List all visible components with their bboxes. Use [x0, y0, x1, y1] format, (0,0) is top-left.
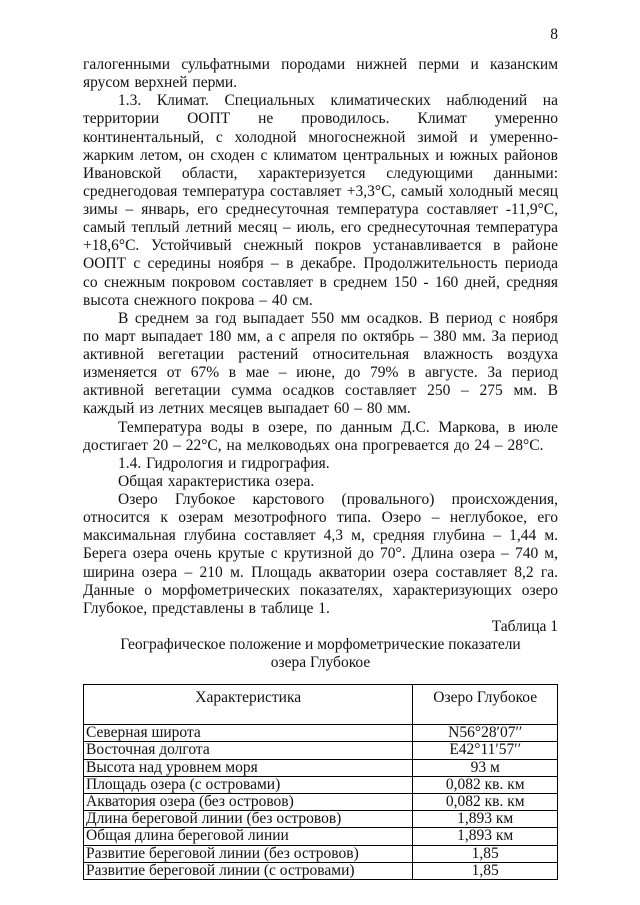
table-cell-value: 1,893 км [413, 828, 558, 845]
table-title-line-1: Географическое положение и морфометрические показатели [120, 636, 521, 653]
table-row [84, 862, 558, 879]
table-row [84, 759, 558, 776]
table-cell-value: 0,082 кв. км [413, 776, 558, 793]
table-cell-label: Длина береговой линии (без островов) [84, 811, 413, 828]
paragraph-water-temperature: Температура воды в озере, по данным Д.С. Маркова, в июле достигает 20 – 22°С, на мелководьях она прогревается до 24 – 28°С. [83, 418, 558, 454]
table-cell-label: Развитие береговой линии (без островов) [84, 845, 413, 862]
table-cell-label: Площадь озера (с островами) [84, 776, 413, 793]
table-cell-label: Развитие береговой линии (с островами) [84, 862, 413, 879]
table-row [84, 811, 558, 828]
table-cell-value: 1,85 [413, 862, 558, 879]
page-number: 8 [550, 26, 558, 43]
paragraph-precipitation: В среднем за год выпадает 550 мм осадков. В период с ноября по март выпадает 180 мм, а с апреля по октябрь – 380 мм. За период активной вегетации растений относительная влажность воздуха изменяется от 67% в мае – июне, до 79% в августе. За период активной вегетации сумма осадков составляет 250 – 275 мм. В каждый из летних месяцев выпадает 60 – 80 мм. [83, 309, 558, 418]
table-header-row [84, 685, 558, 725]
paragraph-geology-continuation: галогенными сульфатными породами нижней перми и казанским ярусом верхней перми. [83, 56, 558, 92]
table-cell-label: Акватория озера (без островов) [84, 794, 413, 811]
table-cell-value: 1,893 км [413, 811, 558, 828]
table-header-lake: Озеро Глубокое [413, 685, 558, 725]
table-cell-value: 93 м [413, 759, 558, 776]
table-cell-label: Восточная долгота [84, 742, 413, 759]
heading-lake-characteristics: Общая характеристика озера. [118, 472, 315, 490]
table-cell-label: Общая длина береговой линии [84, 828, 413, 845]
table-cell-value: 0,082 кв. км [413, 794, 558, 811]
table-row [84, 725, 558, 742]
morphometry-table [83, 684, 558, 880]
table-row [84, 828, 558, 845]
table-cell-label: Высота над уровнем моря [84, 759, 413, 776]
heading-section-1-4-hydrology: 1.4. Гидрология и гидрография. [118, 454, 330, 472]
table-row [84, 776, 558, 793]
paragraph-section-1-3-climate: 1.3. Климат. Специальных климатических наблюдений на территории ООПТ не проводилось. Климат умеренно континентальный, с холодной многоснежной зимой и умеренно-жарким летом, он сходен с климатом центральных и южных районов Ивановской области, характеризуется следующими данными: среднегодовая температура составляет +3,3°С, самый холодный месяц зимы – январь, его среднесуточная температура составляет -11,9°С, самый теплый летний месяц – июль, его среднесуточная температура +18,6°С. Устойчивый снежный покров устанавливается в районе ООПТ с середины ноября – в декабре. Продолжительность периода со снежным покровом составляет в среднем 150 - 160 дней, средняя высота снежного покрова – 40 см. [83, 92, 558, 309]
table-row [84, 794, 558, 811]
table-cell-value: E42°11′57′′ [413, 742, 558, 759]
table-title-line-2: озера Глубокое [270, 654, 371, 672]
table-row [84, 845, 558, 862]
table-cell-value: N56°28′07′′ [413, 725, 558, 742]
paragraph-lake-description: Озеро Глубокое карстового (провального) происхождения, относится к озерам мезотрофного типа. Озеро – неглубокое, его максимальная глубина составляет 4,3 м, средняя глубина – 1,44 м. Берега озера очень крутые с крутизной до 70°. Длина озера – 740 м, ширина озера – 210 м. Площадь акватории озера составляет 8,2 га. Данные о морфометрических показателях, характеризующих озеро Глубокое, представлены в таблице 1. [83, 491, 558, 617]
table-cell-label: Северная широта [84, 725, 413, 742]
table-cell-value: 1,85 [413, 845, 558, 862]
table-header-characteristic: Характеристика [84, 685, 413, 725]
table-caption: Таблица 1 [491, 617, 558, 635]
table-row [84, 742, 558, 759]
